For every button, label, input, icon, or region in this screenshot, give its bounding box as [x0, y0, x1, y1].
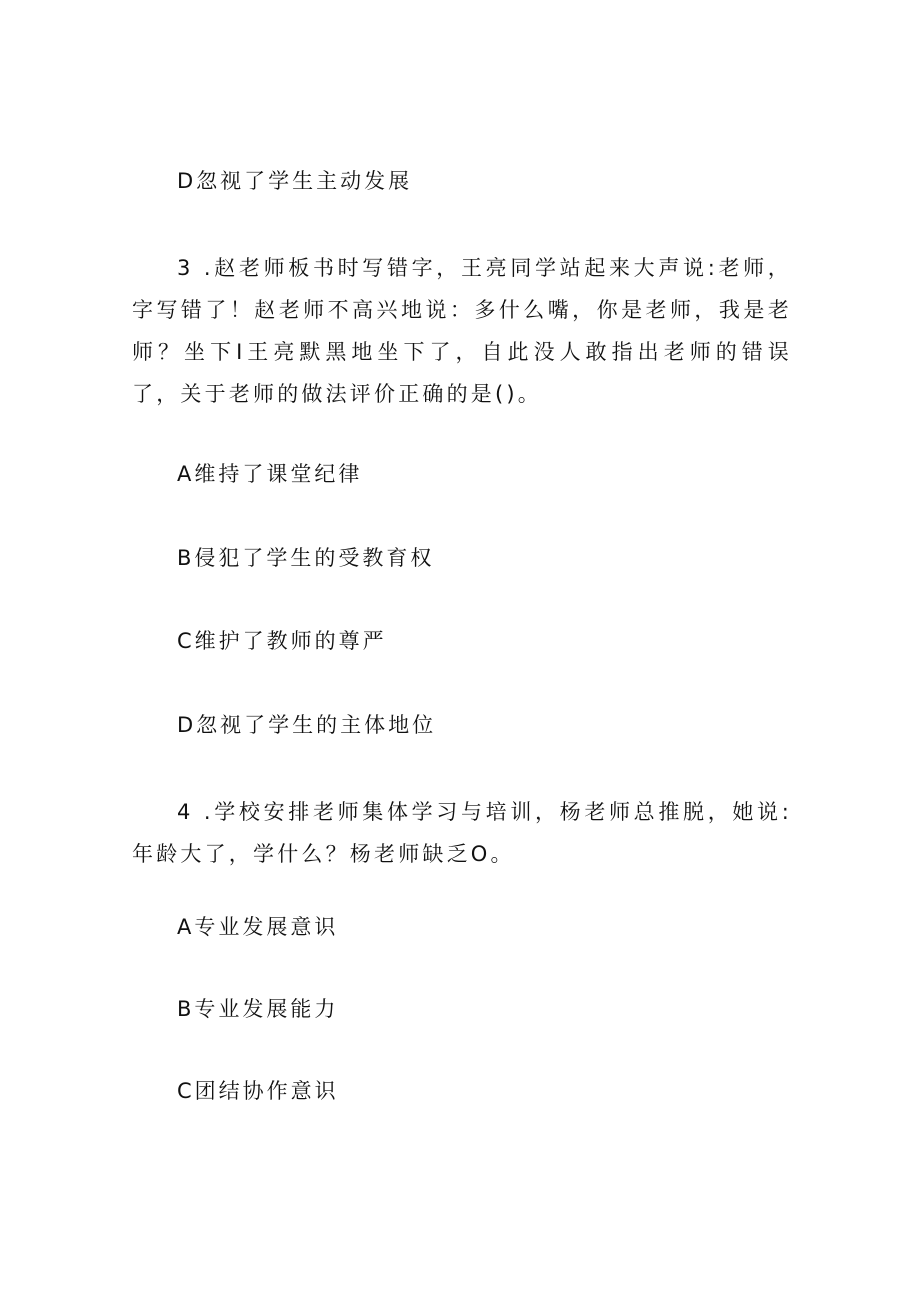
q3-option-a: A维持了课堂纪律 [177, 462, 363, 486]
q3-stem: 3 .赵老师板书时写错字，王亮同学站起来大声说:老师，字写错了！赵老师不高兴地说：多什么嘴，你是老师，我是老师？坐下I王亮默黑地坐下了，自此没人敢指出老师的错误了，关于老师的做法评价正确的是()。 [132, 256, 792, 406]
q2-option-d: D忽视了学生主动发展 [177, 169, 413, 193]
q4-option-a: A专业发展意识 [177, 915, 339, 939]
q4-option-b: B专业发展能力 [177, 997, 339, 1021]
q3-option-c: C维护了教师的尊严 [177, 629, 387, 653]
q3-option-b: B侵犯了学生的受教育权 [177, 546, 435, 570]
q4-option-c: C团结协作意识 [177, 1079, 339, 1103]
q3-option-d: D忽视了学生的主体地位 [177, 713, 437, 737]
q4-stem: 4 .学校安排老师集体学习与培训，杨老师总推脱，她说:年龄大了，学什么？杨老师缺乏O。 [132, 800, 792, 866]
